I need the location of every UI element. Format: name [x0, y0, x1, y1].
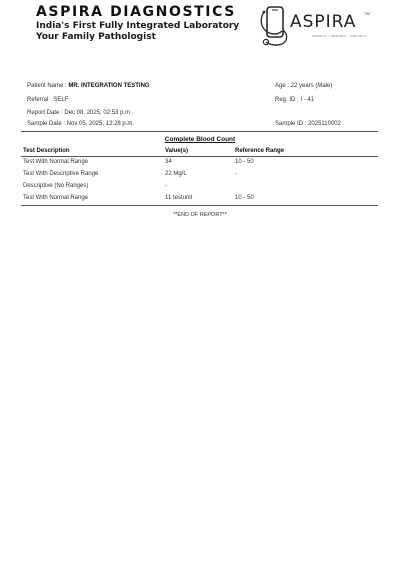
logo-text: ASPIRA	[290, 12, 357, 32]
logo-slogan: PREDICT • PREVENT • PROTECT	[312, 34, 368, 38]
table-row-4-range: 10 - 50	[235, 195, 254, 201]
aspira-logo	[258, 4, 388, 48]
divider-top	[21, 131, 378, 132]
table-row-2-test: Test With Descriptive Range	[23, 171, 99, 177]
stethoscope-phone-icon	[258, 4, 294, 48]
table-row-3-test: Descriptive (No Ranges)	[23, 183, 89, 189]
sample-id-row	[275, 121, 341, 127]
sample-date-row	[27, 121, 134, 127]
brand-subline: Your Family Pathologist	[36, 32, 156, 42]
section-title	[0, 136, 400, 143]
table-row-2-range: -	[235, 171, 237, 177]
col-header-test: Test Description	[23, 148, 70, 154]
sample-date-value: Nov 05, 2025, 12:28 p.m.	[66, 121, 135, 127]
sample-date-label: Sample Date :	[27, 121, 66, 127]
table-row-1-test: Test With Normal Range	[23, 159, 89, 165]
brand-header	[36, 4, 239, 43]
patient-name-label: Patient Name :	[27, 83, 67, 89]
report-date-value: Dec 08, 2025, 02:53 p.m.	[64, 110, 132, 116]
report-date-row	[27, 110, 132, 116]
logo-trademark: TM	[364, 11, 370, 16]
table-row-4-value: 11 testunit	[165, 195, 193, 201]
table-row-4-test: Test With Normal Range	[23, 195, 89, 201]
table-row-2-value: 22 Mg/L	[165, 171, 187, 177]
brand-name: ASPIRA DIAGNOSTICS	[36, 4, 236, 20]
referral-label: Referral :	[27, 97, 52, 103]
reg-id-value: I - 41	[300, 97, 315, 103]
referral-value: SELF	[53, 97, 69, 103]
end-of-report: **END OF REPORT**	[173, 212, 227, 218]
table-row-1-value: 34	[165, 159, 172, 165]
reg-id-label: Reg. ID :	[275, 97, 299, 103]
age-row	[275, 83, 332, 89]
sample-id-label: Sample ID :	[275, 121, 307, 127]
patient-name-row	[27, 83, 150, 89]
col-header-value: Value(s)	[165, 148, 189, 154]
sample-id-value: 2025110002	[308, 121, 341, 127]
patient-name-value: MR. INTEGRATION TESTING	[68, 83, 150, 89]
reg-id-row	[275, 97, 314, 103]
report-date-label: Report Date :	[27, 110, 63, 116]
age-value: 22 years (Male)	[290, 83, 333, 89]
age-label: Age :	[275, 83, 290, 89]
referral-row	[27, 97, 68, 103]
divider-header	[21, 156, 378, 157]
brand-tagline: India's First Fully Integrated Laboratory	[36, 21, 240, 31]
divider-bottom	[21, 205, 378, 206]
table-row-1-range: 10 - 50	[235, 159, 254, 165]
section-title-text: Complete Blood Count	[164, 136, 236, 143]
table-row-3-value: -	[165, 183, 167, 189]
col-header-range: Reference Range	[235, 148, 285, 154]
